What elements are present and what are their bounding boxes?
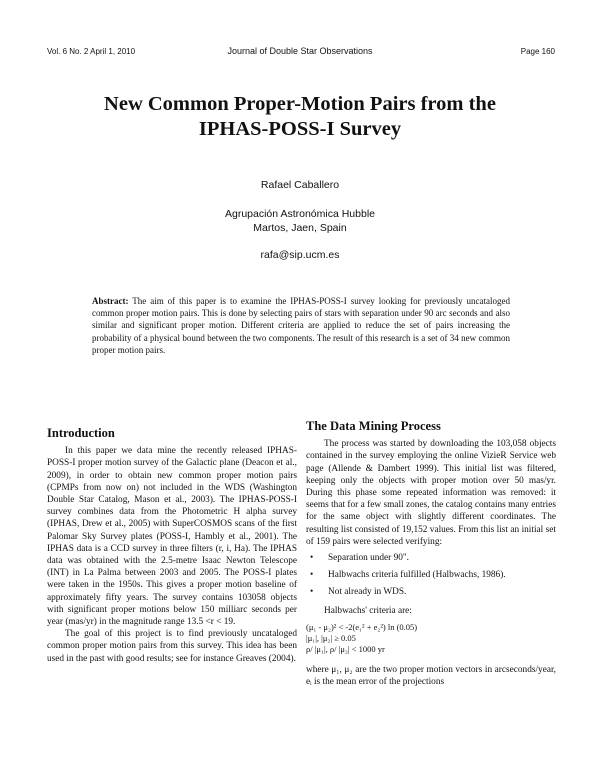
list-item bbox=[306, 586, 556, 598]
affiliation-line-1: Agrupación Astronómica Hubble bbox=[224, 208, 375, 220]
author-email: rafa@sip.ucm.es bbox=[260, 249, 340, 261]
header-volume: Vol. 6 No. 2 April 1, 2010 bbox=[47, 47, 136, 56]
list-item-text: Not already in WDS. bbox=[328, 587, 407, 598]
list-item bbox=[306, 552, 556, 564]
abstract-text: The aim of this paper is to examine the IPHAS-POSS-I survey looking for previously uncataloged common proper motion pairs. This is done by selecting pairs of stars with separation under 90 arc seconds and also similar and significant proper motion. Different criteria are applied to reduce the set of pairs increasing the probability of a physical bound between the two components. The result of this research is a set of 34 new common proper motion pairs. bbox=[92, 296, 511, 355]
formula-line-1: (μ₁ - μ₂)² < -2(e₁² + e₂²) ln (0.05) bbox=[306, 621, 418, 632]
data-mining-paragraph-1: The process was started by downloading the 103,058 objects contained in the survey employing the online VizieR Service web page (Allende & Dambert 1999). This initial list was filtered, keeping only the objects with proper motion over 50 mas/yr. During this phase some repeated information was removed: it seems that for a few small zones, the catalog contains many entries for the same object with slightly different coordinates. The resulting list consisted of 19,152 values. From this list an initial set of 159 pairs were selected verifying: bbox=[306, 439, 556, 547]
data-mining-section bbox=[306, 420, 556, 688]
introduction-section bbox=[47, 427, 297, 665]
title-line-2: IPHAS-POSS-I Survey bbox=[198, 118, 402, 140]
title-line-1: New Common Proper-Motion Pairs from the bbox=[104, 93, 496, 115]
list-item-text: Separation under 90". bbox=[328, 553, 409, 564]
formula-line-3: ρ/ |μ₁|, ρ/ |μ₂| < 1000 yr bbox=[306, 643, 385, 654]
bullet-icon: • bbox=[310, 587, 314, 598]
introduction-heading: Introduction bbox=[47, 426, 115, 440]
criteria-list bbox=[306, 552, 556, 599]
data-mining-paragraph-2: where μ₁, μ₂ are the two proper motion vectors in arcseconds/year, eᵢ is the mean error of the projections bbox=[306, 664, 556, 688]
abstract-label: Abstract: bbox=[92, 296, 129, 306]
paper-title bbox=[60, 92, 540, 142]
header-journal: Journal of Double Star Observations bbox=[227, 46, 373, 56]
halbwachs-formulas bbox=[306, 622, 556, 655]
formula-line-2: |μ₁|, |μ₂| ≥ 0.05 bbox=[306, 632, 356, 643]
criteria-label: Halbwachs' criteria are: bbox=[324, 605, 412, 616]
data-mining-heading: The Data Mining Process bbox=[306, 419, 441, 433]
list-item bbox=[306, 569, 556, 581]
introduction-paragraph-1: In this paper we data mine the recently released IPHAS-POSS-I proper motion survey of the Galactic plane (Deacon et al., 2009), in order to obtain new common proper motion pairs (CPMPs from now on) not included in the WDS (Washington Double Star Catalog, Mason et al., 2003). The IPHAS-POSS-I survey combines data from the Photometric H alpha survey (IPHAS, Drew et al., 2005) with SuperCOSMOS scans of the first Palomar Sky Survey plates (POSS-I, Hambly et al., 2001). The IPHAS data is a CCD survey in three filters (r, i, Ha). The IPHAS data was obtained with the 2.5-metre Isaac Newton Telescope (INT) in La Palma between 2003 and 2005. The POSS-I plates were taken in the 1950s. This gives a proper motion baseline of approximately fifty years. The survey contains 103058 objects with significant proper motions below 150 milliarc seconds per year (mas/yr) in the magnitude range 13.5 <r < 19. bbox=[47, 446, 297, 628]
author-name: Rafael Caballero bbox=[260, 179, 340, 191]
abstract bbox=[92, 295, 510, 356]
header-page-number: Page 160 bbox=[520, 47, 555, 56]
introduction-paragraph-2: The goal of this project is to find previously uncataloged common proper motion pairs from this survey. This idea has been used in the past with good results; see for instance Greaves (2004). bbox=[47, 629, 297, 664]
bullet-icon: • bbox=[310, 553, 314, 564]
bullet-icon: • bbox=[310, 570, 314, 581]
affiliation-line-2: Martos, Jaen, Spain bbox=[253, 222, 347, 234]
list-item-text: Halbwachs criteria fulfilled (Halbwachs, 1986). bbox=[328, 570, 506, 581]
